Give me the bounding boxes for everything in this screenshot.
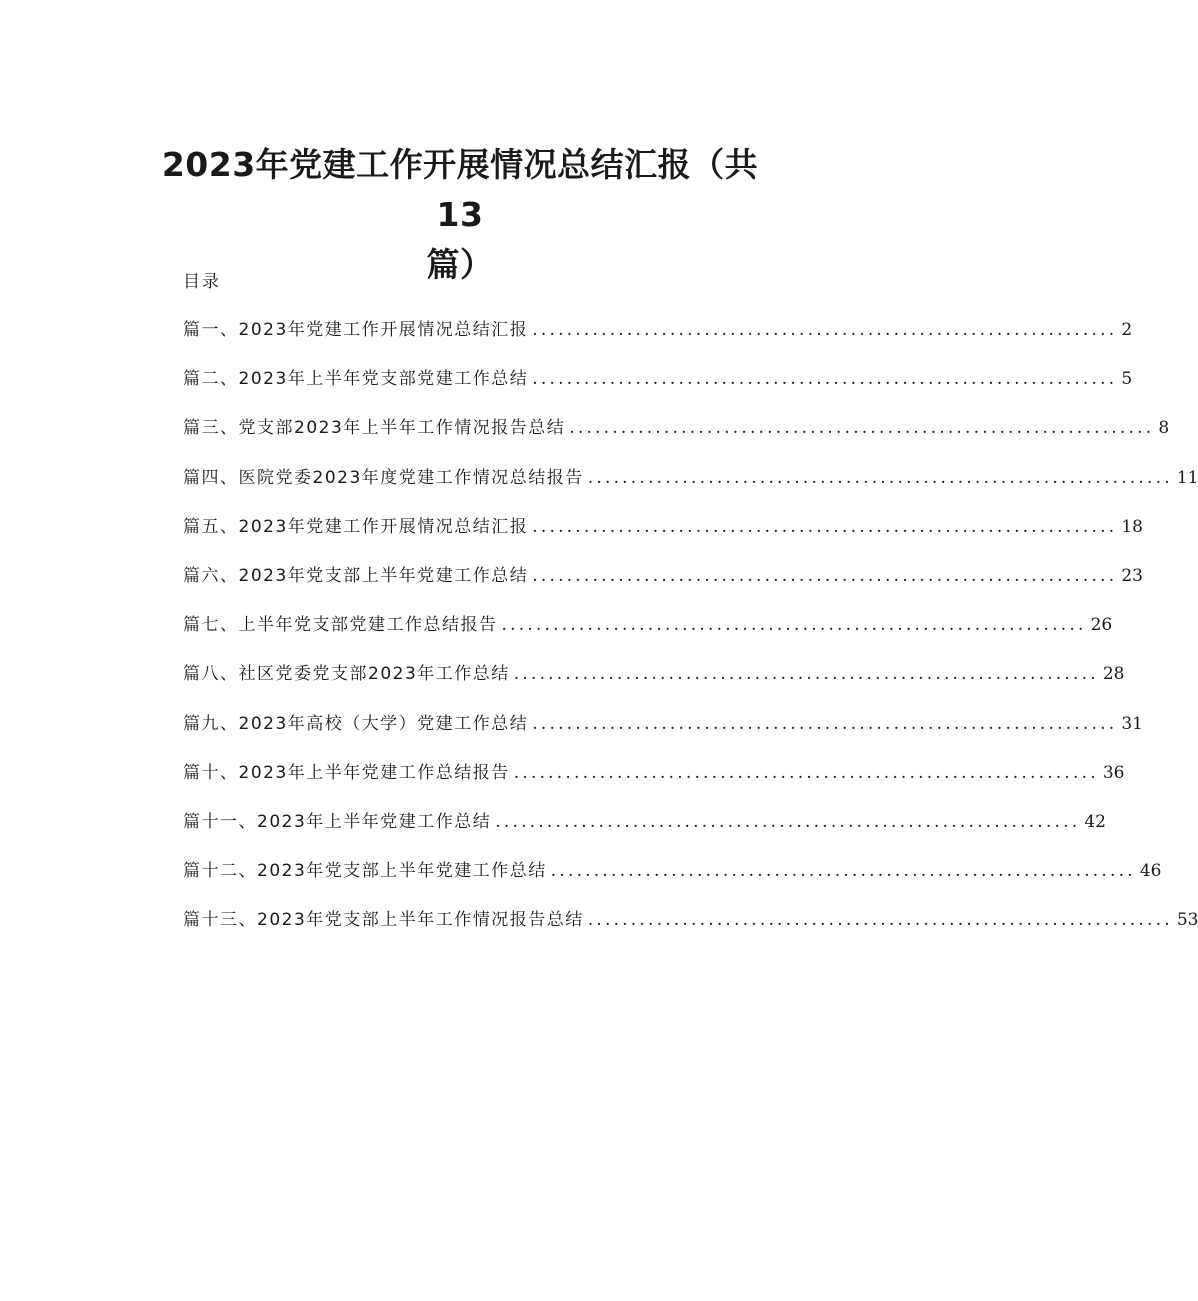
toc-entry-title: 篇五、2023年党建工作开展情况总结汇报 — [183, 516, 529, 537]
toc-entry[interactable] — [183, 367, 1133, 416]
toc-entry-title: 篇十一、2023年上半年党建工作总结 — [183, 811, 492, 832]
toc-page-number: 42 — [1084, 811, 1106, 832]
toc-entry[interactable] — [183, 859, 1162, 908]
toc-entry[interactable] — [183, 416, 1170, 465]
toc-page-number: 53 — [1176, 910, 1198, 931]
toc-entry-title: 篇四、医院党委2023年度党建工作情况总结报告 — [183, 467, 584, 488]
toc-page-number: 28 — [1102, 664, 1125, 685]
toc-entry[interactable] — [183, 564, 1143, 613]
toc-entry-title: 篇一、2023年党建工作开展情况总结汇报 — [183, 320, 529, 340]
toc-dot-leader: .................................................................... — [513, 664, 1099, 685]
toc-entry[interactable] — [183, 908, 1198, 957]
toc-entry-title: 篇六、2023年党支部上半年党建工作总结 — [183, 565, 529, 586]
toc-entry-title: 篇八、社区党委党支部2023年工作总结 — [183, 664, 510, 685]
toc-dot-leader: .................................................................... — [532, 516, 1118, 537]
toc-page-number: 46 — [1139, 861, 1162, 882]
toc-entry-title: 篇九、2023年高校（大学）党建工作总结 — [183, 713, 529, 734]
toc-dot-leader: .................................................................... — [532, 369, 1118, 390]
toc-page-number: 36 — [1102, 762, 1125, 783]
toc-entry-title: 篇十、2023年上半年党建工作总结报告 — [183, 762, 510, 783]
toc-dot-leader: .................................................................... — [532, 320, 1118, 340]
toc-entry[interactable] — [183, 613, 1113, 662]
toc-entry[interactable] — [183, 761, 1125, 810]
toc-page-number: 11 — [1176, 467, 1198, 488]
toc-page-number: 8 — [1158, 418, 1170, 439]
toc-entry-title: 篇十二、2023年党支部上半年党建工作总结 — [183, 861, 547, 882]
title-line-2: 篇） — [426, 245, 494, 284]
toc-dot-leader: .................................................................... — [532, 565, 1118, 586]
toc-entry-title: 篇三、党支部2023年上半年工作情况报告总结 — [183, 418, 566, 439]
toc-page-number: 23 — [1121, 565, 1143, 586]
toc-page-number: 5 — [1121, 369, 1133, 390]
toc-page-number: 2 — [1121, 320, 1133, 340]
toc-entry[interactable] — [183, 515, 1143, 564]
toc-entry[interactable] — [183, 810, 1106, 859]
toc-dot-leader: .................................................................... — [550, 861, 1136, 882]
title-line-1: 2023年党建工作开展情况总结汇报（共13 — [161, 145, 759, 234]
toc-page-number: 26 — [1090, 615, 1113, 636]
toc-dot-leader: .................................................................... — [513, 762, 1099, 783]
toc-heading: 目录 — [183, 272, 221, 292]
toc-entry-title: 篇七、上半年党支部党建工作总结报告 — [183, 615, 498, 636]
toc-dot-leader: .................................................................... — [532, 713, 1118, 734]
toc-dot-leader: .................................................................... — [569, 418, 1155, 439]
toc-entry[interactable] — [183, 712, 1143, 761]
toc-page-number: 31 — [1121, 713, 1143, 734]
toc-entry-title: 篇十三、2023年党支部上半年工作情况报告总结 — [183, 910, 584, 931]
table-of-contents — [183, 318, 1198, 957]
document-title — [140, 140, 780, 290]
toc-entry[interactable] — [183, 662, 1125, 711]
toc-dot-leader: .................................................................... — [587, 910, 1173, 931]
toc-page-number: 18 — [1121, 516, 1143, 537]
toc-entry[interactable] — [183, 466, 1198, 515]
toc-dot-leader: .................................................................... — [495, 811, 1081, 832]
toc-dot-leader: .................................................................... — [587, 467, 1173, 488]
toc-entry[interactable] — [183, 318, 1133, 367]
toc-dot-leader: .................................................................... — [501, 615, 1087, 636]
toc-entry-title: 篇二、2023年上半年党支部党建工作总结 — [183, 369, 529, 390]
